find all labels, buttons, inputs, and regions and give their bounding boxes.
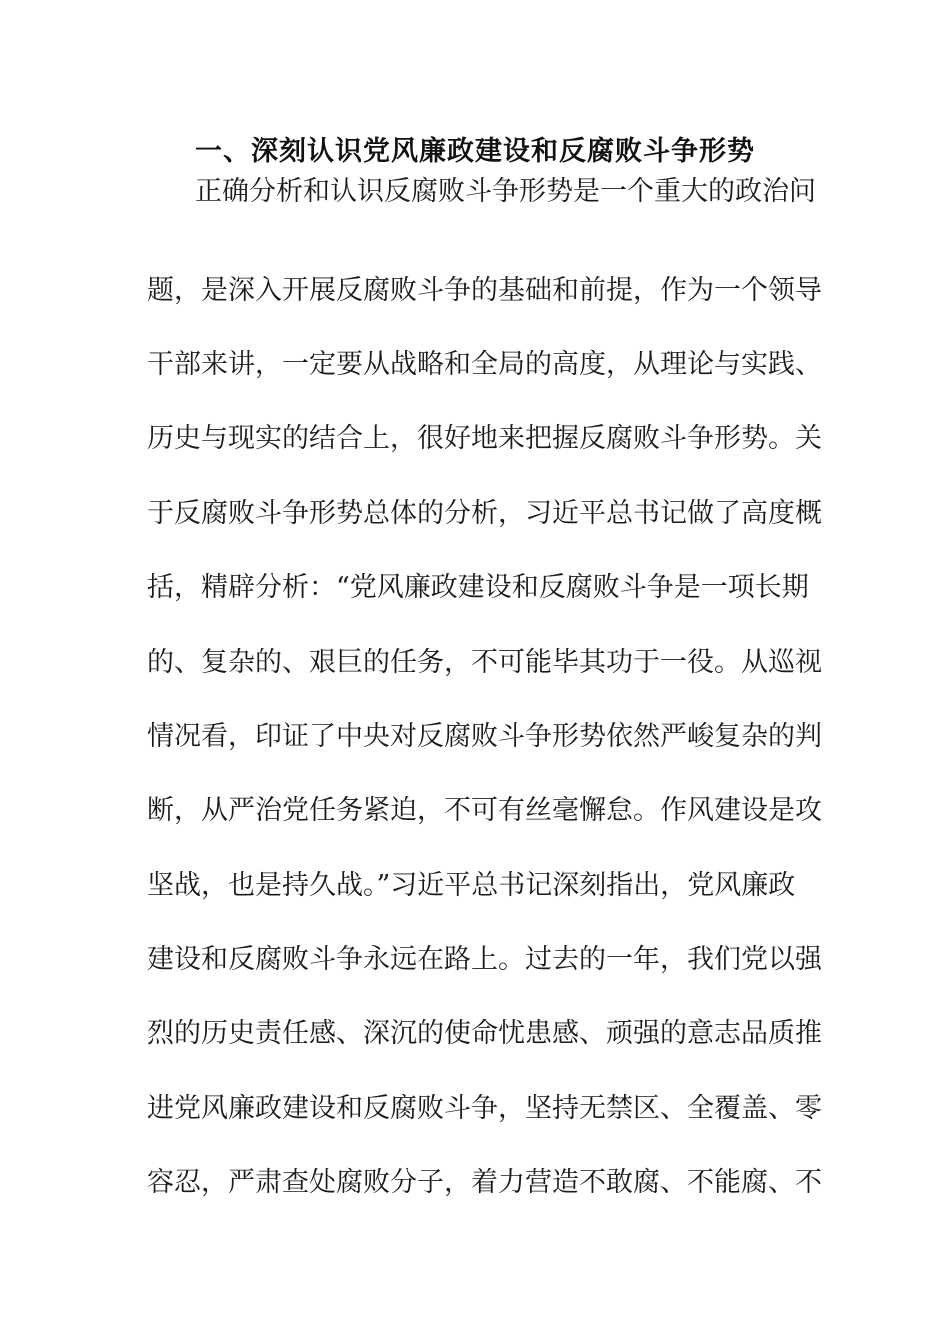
paragraph-line: 正确分析和认识反腐败斗争形势是一个重大的政治问 [195,176,816,207]
paragraph-line: 容忍，严肃查处腐败分子，着力营造不敢腐、不能腐、不 [147,1167,822,1198]
section-heading: 一、深刻认识党风廉政建设和反腐败斗争形势 [195,136,755,167]
paragraph-line: 情况看，印证了中央对反腐败斗争形势依然严峻复杂的判 [147,721,822,752]
paragraph-line: 进党风廉政建设和反腐败斗争，坚持无禁区、全覆盖、零 [147,1093,822,1124]
paragraph-line: 烈的历史责任感、深沉的使命忧患感、顽强的意志品质推 [147,1018,822,1049]
paragraph-line: 建设和反腐败斗争永远在路上。过去的一年，我们党以强 [147,944,822,975]
paragraph-line: 断，从严治党任务紧迫，不可有丝毫懈怠。作风建设是攻 [147,795,822,826]
paragraph-line: 历史与现实的结合上，很好地来把握反腐败斗争形势。关 [147,423,822,454]
paragraph-line: 的、复杂的、艰巨的任务，不可能毕其功于一役。从巡视 [147,647,822,678]
paragraph-line: 坚战，也是持久战。”习近平总书记深刻指出，党风廉政 [147,870,796,901]
paragraph-line: 括，精辟分析：“党风廉政建设和反腐败斗争是一项长期 [147,572,809,603]
paragraph-line: 干部来讲，一定要从战略和全局的高度，从理论与实践、 [147,349,822,380]
paragraph-line: 题，是深入开展反腐败斗争的基础和前提，作为一个领导 [147,275,822,306]
paragraph-line: 于反腐败斗争形势总体的分析，习近平总书记做了高度概 [147,498,822,529]
